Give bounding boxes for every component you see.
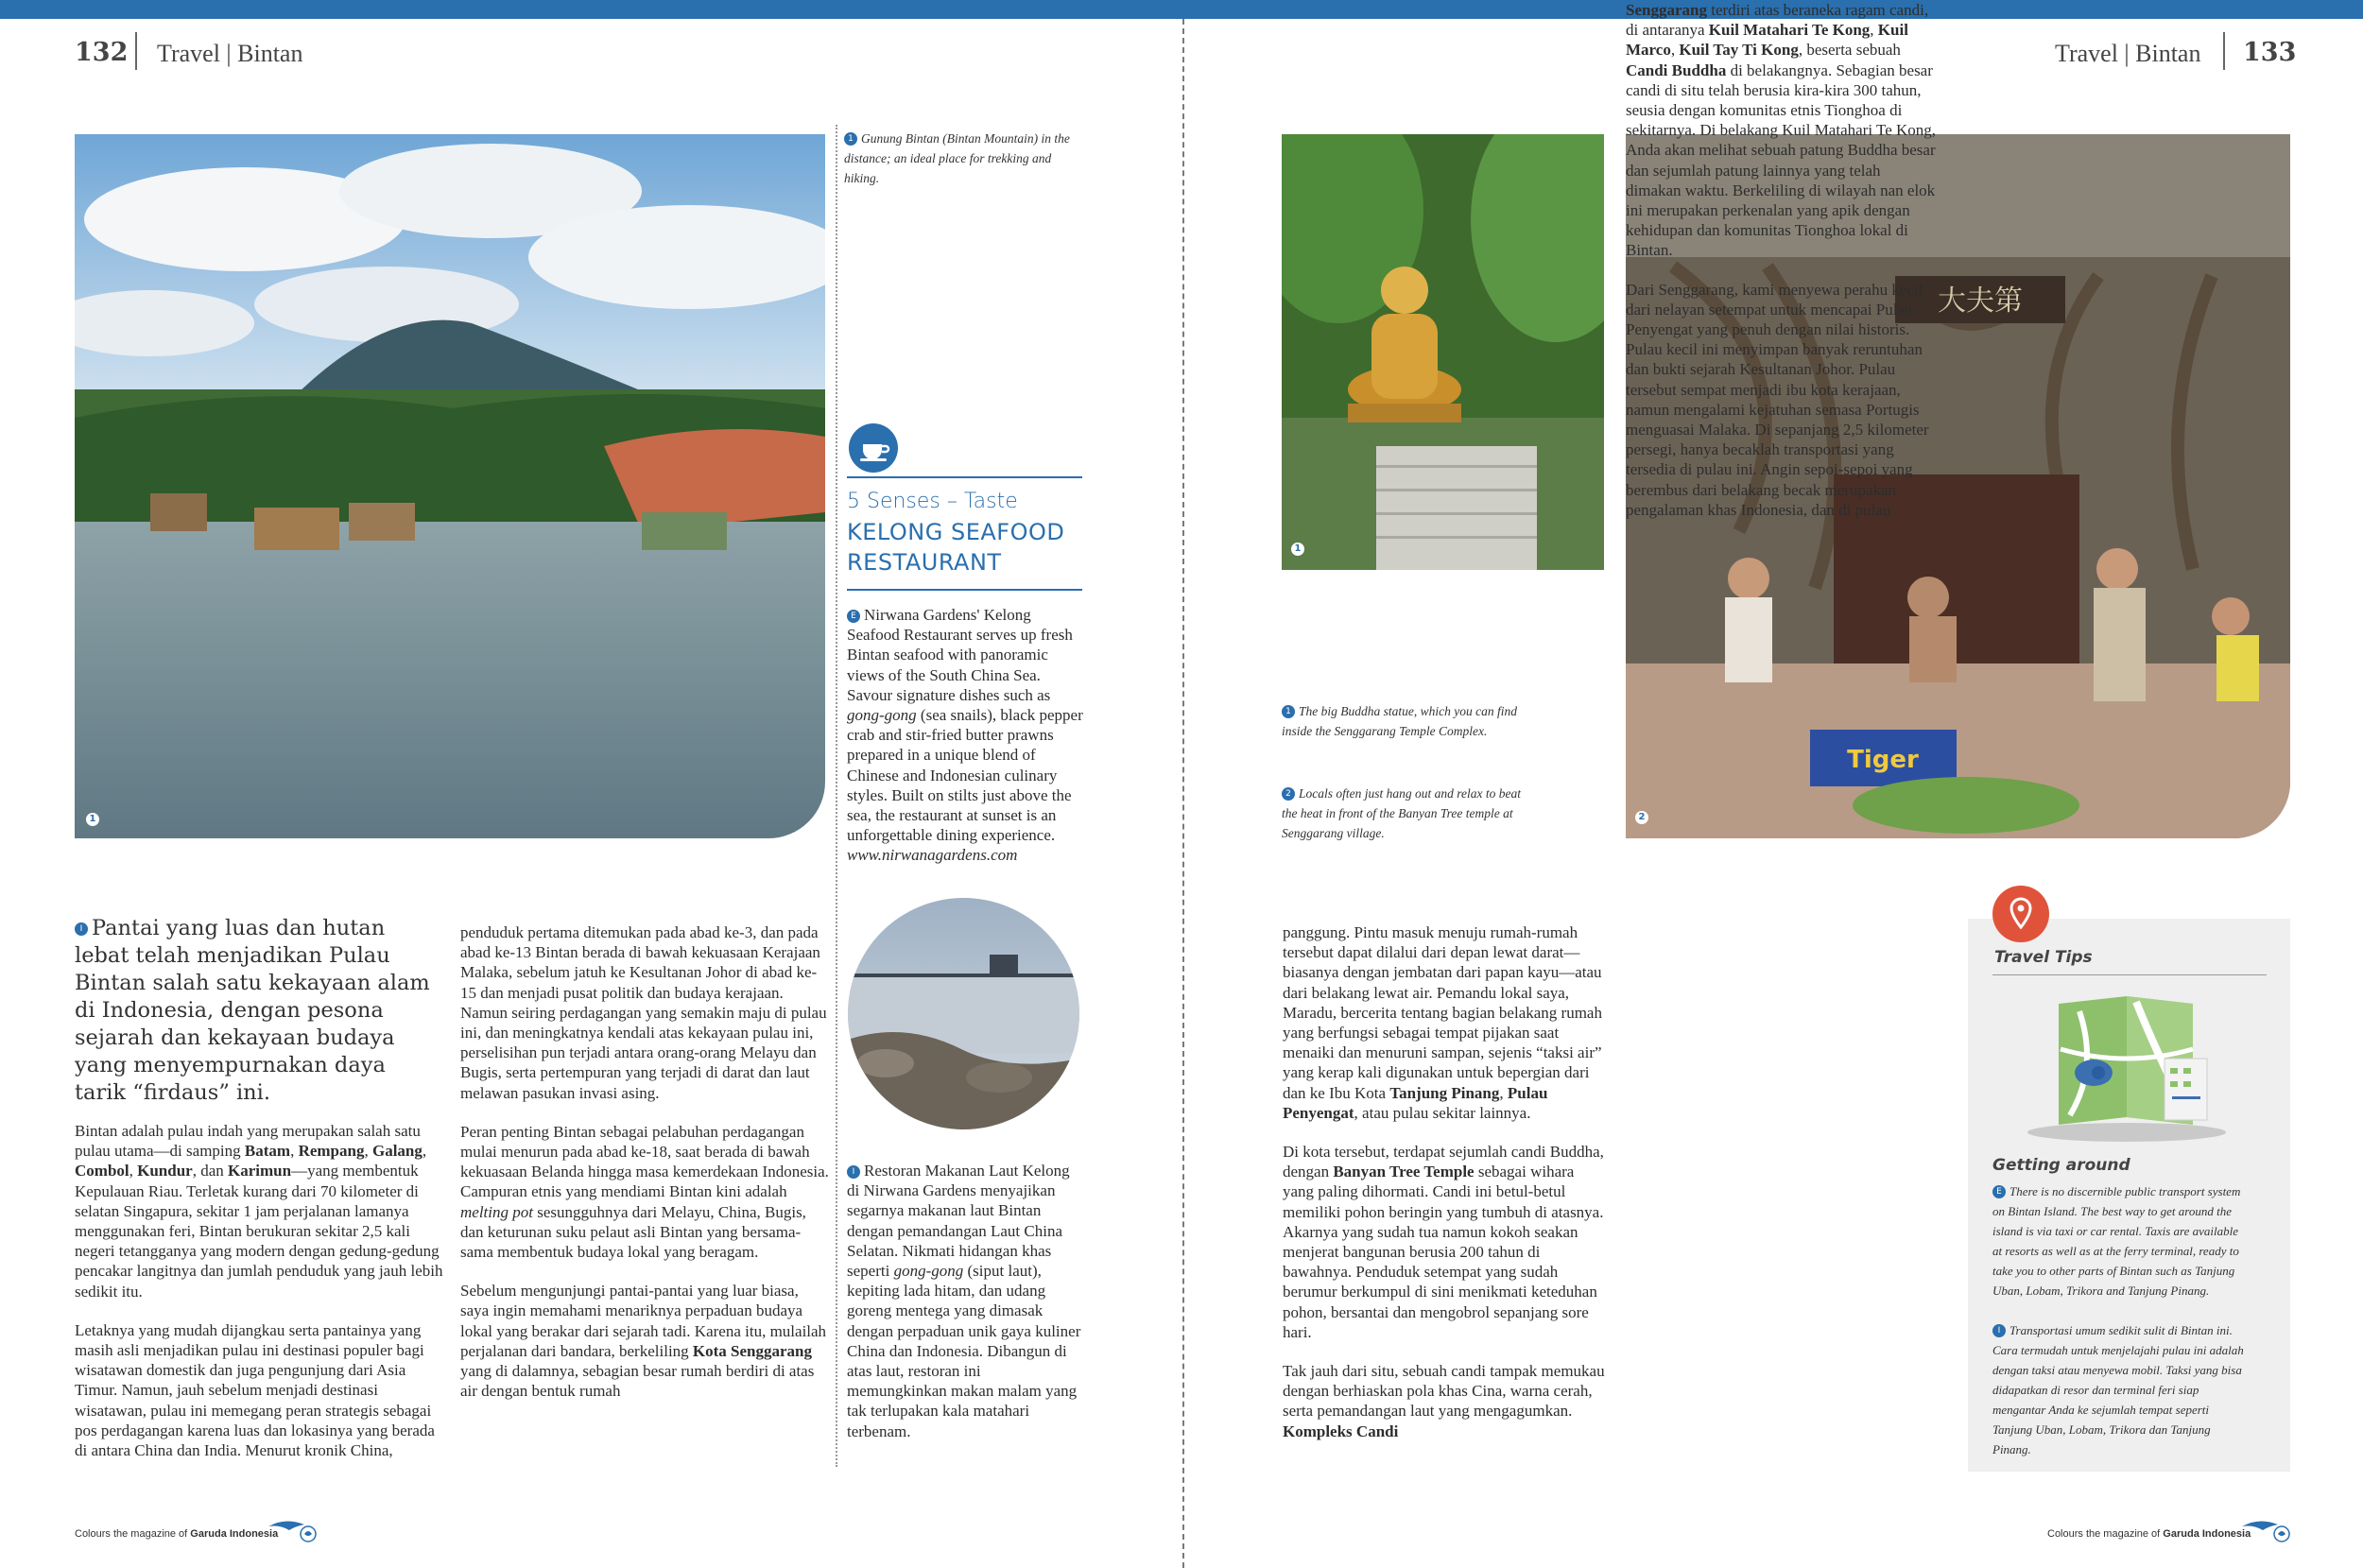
lead-marker: I	[75, 922, 88, 936]
left-footer: Colours the magazine of Garuda Indonesia	[75, 1528, 279, 1540]
photo-big-buddha-statue	[1282, 134, 1604, 570]
photo-bintan-mountain-lake	[75, 134, 825, 838]
paragraph: Bintan adalah pulau indah yang merupakan salah satu pulau utama—di samping Batam, Rempang, Galang, Combol, Kundur, dan Karimun—yang membentuk Kepulauan Riau. Terletak kurang dari 70 kilometer di selatan Singapura, sekitar 1 jam perjalanan lamanya menggunakan feri, Bintan berukuran sekitar 2,5 kali negeri tetangganya yang modern dengan gedung-gedung pencakar langitnya dan jumlah penduduk yang jauh lebih sedikit itu.	[75, 1122, 443, 1301]
senses-indonesian-text: I Restoran Makanan Laut Kelong di Nirwana Gardens menyajikan segarnya makanan laut Bintan dengan pemandangan Laut China Selatan. Nikmati hidangan khas seperti gong-gong (siput laut), kepiting lada hitam, dan udang goreng mentega yang dimasak dengan perpaduan unik gaya kuliner China dan Indonesia. Dibangun di atas laut, restoran ini memungkinkan makan malam yang tak terlupakan kala matahari terbenam.	[847, 1162, 1081, 1440]
header-divider	[2223, 32, 2225, 70]
photo-number-badge: 1	[86, 813, 99, 826]
left-running-head: Travel | Bintan	[157, 40, 303, 67]
travel-tips-title: Travel Tips	[1994, 948, 2093, 967]
map-pin-icon	[1992, 886, 2049, 942]
travel-tips-english: E There is no discernible public transport system on Bintan Island. The best way to get around the island is via taxi or car rental. Taxis are available at resorts as well as at the ferry terminal, ready to take you to other parts of Bintan such as Tanjung Uban, Lobam, Trikora and Tanjung Pinang.	[1992, 1184, 2241, 1298]
garuda-logo-icon	[2240, 1515, 2293, 1543]
paragraph: Tak jauh dari situ, sebuah candi tampak memukau dengan berhiaskan pola khas Cina, warna cerah, serta pemandangan laut yang mengagumkan. Kompleks Candi	[1283, 1362, 1605, 1440]
article-column-4	[1626, 0, 1940, 539]
getting-around-heading: Getting around	[1992, 1156, 2130, 1175]
page-spine-divider	[1182, 19, 1184, 1568]
tiger-crate-text: Tiger	[1847, 746, 1919, 774]
senses-english-text: E Nirwana Gardens' Kelong Seafood Restaurant serves up fresh Bintan seafood with panoramic views of the South China Sea. Savour signature dishes such as gong-gong (sea snails), black pepper crab and stir-fried butter prawns prepared in a unique blend of Chinese and Indonesian culinary styles. Built on stilts just above the sea, the restaurant at sunset is an unforgettable dining experience. www.nirwanagardens.com	[847, 606, 1083, 865]
senses-rule-bottom	[847, 589, 1082, 591]
header-divider	[135, 32, 137, 70]
photo-number-badge: 1	[1291, 543, 1304, 556]
map-illustration-icon	[2023, 992, 2231, 1144]
article-column-3	[1283, 922, 1606, 1460]
paragraph: penduduk pertama ditemukan pada abad ke-3, dan pada abad ke-13 Bintan berada di bawah kekuasaan Kerajaan Malaka, sebelum jatuh ke Kesultanan Johor di abad ke-15 dan menjadi pusat politik dan budaya kerajaan. Namun seiring perdagangan yang semakin maju di pulau ini, dan meningkatnya kendali atas kekayaan pulau ini, perselisihan pun terjadi antara orang-orang Melayu dan Bugis, serta pertempuran yang terjadi di darat dan laut melawan pasukan invasi asing.	[460, 923, 827, 1102]
sidebar-dotted-rule	[836, 125, 837, 1467]
caption-number: 1	[844, 132, 857, 146]
cup-icon	[849, 423, 898, 473]
senses-kicker: 5 Senses – Taste	[847, 490, 1018, 513]
right-footer: Colours the magazine of Garuda Indonesia	[2047, 1528, 2251, 1540]
paragraph: Di kota tersebut, terdapat sejumlah candi Buddha, dengan Banyan Tree Temple sebagai wihara yang paling dihormati. Candi ini betul-betul memiliki pohon beringin yang tumbuh di atasnya. Akarnya yang sudah tua namun kokoh seakan menjerat bangunan berusia 200 tahun di bawahnya. Penduduk setempat yang sudah berumur berkumpul di sini menikmati keteduhan pohon, bersantai dan mengobrol sepanjang sore hari.	[1283, 1143, 1604, 1341]
paragraph: Dari Senggarang, kami menyewa perahu kecil dari nelayan setempat untuk mencapai Pulau Penyengat yang penuh dengan nilai historis. Pulau kecil ini menyimpan banyak reruntuhan dan bukti sejarah Kesultanan Johor. Pulau tersebut sempat menjadi ibu kota kerajaan, namun mengalami kejatuhan semasa Portugis menguasai Malaka. Di sepanjang 2,5 kilometer persegi, hanya becaklah transportasi yang tersedia di pulau ini. Angin sepoi-sepoi yang berembus dari belakang becak merupakan pengalaman khas Indonesia, dan di pulau	[1626, 280, 1929, 519]
temple-sign-text: 大夫第	[1938, 284, 2023, 318]
photo-pier-at-dusk	[848, 898, 1079, 1129]
caption-number: 2	[1282, 787, 1295, 801]
paragraph: Senggarang terdiri atas beraneka ragam candi, di antaranya Kuil Matahari Te Kong, Kuil Marco, Kuil Tay Ti Kong, beserta sebuah Candi Buddha di belakangnya. Sebagian besar candi di situ telah berusia kira-kira 300 tahun, seusia dengan komunitas etnis Tionghoa di sekitarnya. Di belakang Kuil Matahari Te Kong, Anda akan melihat sebuah patung Buddha besar dan sejumlah patung lainnya yang telah dimakan waktu. Berkeliling di wilayah nan elok ini merupakan perkenalan yang apik dengan kehidupan dan komunitas Tionghoa lokal di Bintan.	[1626, 1, 1937, 260]
travel-tips-indonesian: I Transportasi umum sedikit sulit di Bintan ini. Cara termudah untuk menjelajahi pulau ini adalah dengan taksi atau menyewa mobil. Taksi yang bisa didapatkan di resor dan terminal feri siap mengantar Anda ke sejumlah tempat seperti Tanjung Uban, Lobam, Trikora dan Tanjung Pinang.	[1992, 1323, 2244, 1456]
right-page-number: 133	[2243, 38, 2297, 67]
english-marker: E	[847, 610, 860, 623]
top-color-bar	[0, 0, 2363, 19]
right-running-head: Travel | Bintan	[2055, 40, 2201, 67]
restaurant-url[interactable]: www.nirwanagardens.com	[847, 846, 1018, 865]
indonesian-marker: I	[1992, 1324, 2006, 1337]
senses-rule-top	[847, 476, 1082, 478]
buddha-caption: 1 The big Buddha statue, which you can find inside the Senggarang Temple Complex.	[1282, 704, 1517, 738]
indonesian-marker: I	[847, 1165, 860, 1179]
garuda-logo-icon	[267, 1515, 319, 1543]
photo-number-badge: 2	[1635, 811, 1648, 824]
english-marker: E	[1992, 1185, 2006, 1198]
paragraph: Letaknya yang mudah dijangkau serta pantainya yang masih asli menjadikan pulau ini destinasi populer bagi wisatawan domestik dan juga pengunjung dari Asia Timur. Namun, jauh sebelum menjadi destinasi wisatawan, pulau ini memegang peran strategis sebagai pos perdagangan karena luas dan lokasinya yang berada di antara China dan India. Menurut kronik China,	[75, 1320, 435, 1460]
lead-paragraph: I Pantai yang luas dan hutan lebat telah menjadikan Pulau Bintan salah satu kekayaan alam di Indonesia, dengan pesona sejarah dan kekayaan budaya yang menyempurnakan daya tarik “firdaus” ini.	[75, 916, 430, 1105]
caption-number: 1	[1282, 705, 1295, 718]
paragraph: panggung. Pintu masuk menuju rumah-rumah tersebut dapat dilalui dari depan lewat darat—biasanya dengan jembatan dari papan kayu—atau dari belakang lewat air. Pemandu lokal saya, Maradu, bercerita tentang bagian belakang rumah yang berfungsi sebagai tempat pijakan saat menaiki dan menuruni sampan, sejenis “taksi air” yang kerap kali digunakan untuk bepergian dari dan ke Ibu Kota Tanjung Pinang, Pulau Penyengat, atau pulau sekitar lainnya.	[1283, 923, 1602, 1122]
tips-rule	[1992, 974, 2267, 975]
left-page-number: 132	[75, 38, 129, 67]
senses-title: KELONG SEAFOOD RESTAURANT	[847, 519, 1065, 576]
article-column-2	[460, 922, 831, 1420]
paragraph: Peran penting Bintan sebagai pelabuhan perdagangan mulai menurun pada abad ke-18, saat berada di bawah kekuasaan Belanda hingga masa kemerdekaan Indonesia. Campuran etnis yang mendiami Bintan kini adalah melting pot sesungguhnya dari Melayu, China, Bugis, dan keturunan suku pelaut asli Bintan yang bersama-sama membentuk budaya lokal yang beragam.	[460, 1122, 829, 1262]
paragraph: Sebelum mengunjungi pantai-pantai yang luar biasa, saya ingin memahami menariknya perpaduan budaya lokal yang berakar dari sejarah tadi. Karena itu, mulailah perjalanan dari bandara, berkeliling Kota Senggarang yang di dalamnya, sebagian besar rumah berdiri di atas air dengan bentuk rumah	[460, 1282, 827, 1401]
left-photo-caption: 1 Gunung Bintan (Bintan Mountain) in the distance; an ideal place for trekking and hiking.	[844, 131, 1070, 185]
article-column-1	[75, 1121, 443, 1479]
banyan-caption: 2 Locals often just hang out and relax to beat the heat in front of the Banyan Tree temple at Senggarang village.	[1282, 786, 1521, 840]
